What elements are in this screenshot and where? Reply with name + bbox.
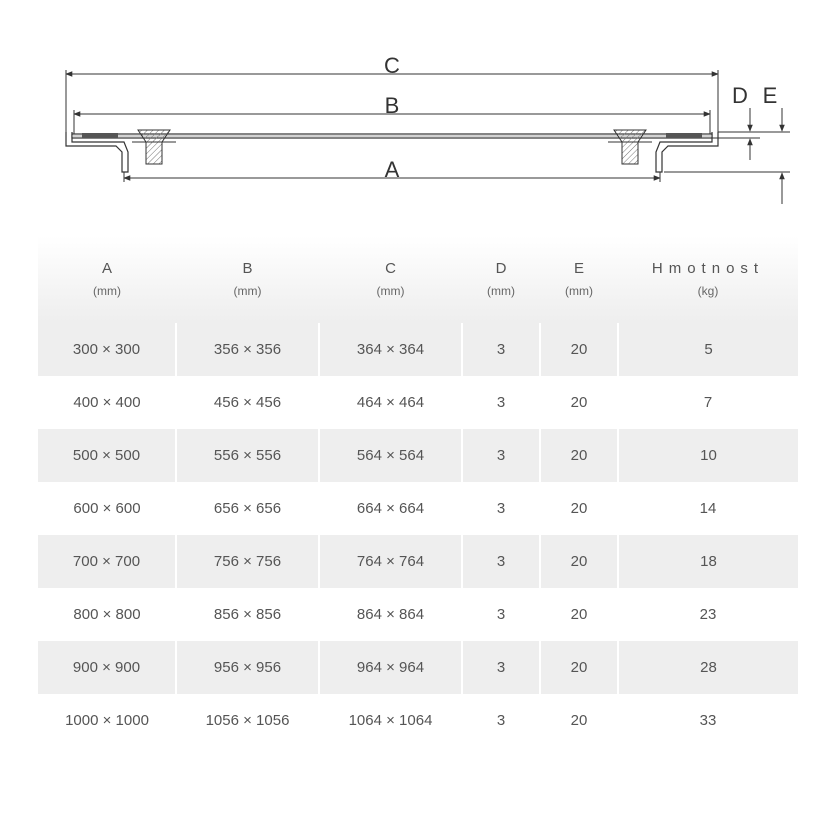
cell-weight: 5 [618, 323, 798, 376]
cell-c: 464 × 464 [356, 394, 425, 411]
header-b: B (mm) [176, 236, 319, 323]
cell-b: 556 × 556 [176, 429, 319, 482]
cell-weight: 7 [703, 394, 713, 411]
cell-a: 600 × 600 [73, 500, 141, 517]
cell-b: 456 × 456 [213, 394, 282, 411]
cell-weight: 33 [699, 712, 717, 729]
label-c: C [384, 53, 400, 78]
cell-c: 864 × 864 [356, 606, 425, 623]
cell-weight: 23 [699, 606, 717, 623]
cell-b: 956 × 956 [176, 641, 319, 694]
cell-e: 20 [570, 500, 588, 517]
dimension-a [124, 157, 660, 182]
cell-a: 400 × 400 [73, 394, 141, 411]
label-b: B [384, 93, 400, 118]
table-row [38, 641, 798, 694]
cell-c: 764 × 764 [319, 535, 462, 588]
cell-b: 1056 × 1056 [205, 712, 290, 729]
cell-c: 664 × 664 [356, 500, 425, 517]
table-row [38, 535, 798, 588]
header-d: D (mm) [462, 236, 540, 323]
cell-b: 756 × 756 [176, 535, 319, 588]
cell-c: 564 × 564 [319, 429, 462, 482]
cell-e: 20 [540, 323, 618, 376]
cell-b: 656 × 656 [213, 500, 282, 517]
cell-a: 900 × 900 [38, 641, 176, 694]
cell-d: 3 [462, 323, 540, 376]
cell-a: 500 × 500 [38, 429, 176, 482]
label-a: A [384, 157, 400, 182]
dimension-d [712, 83, 760, 160]
cell-e: 20 [570, 712, 588, 729]
cell-e: 20 [570, 394, 588, 411]
header-a: A (mm) [38, 236, 176, 323]
table-row [38, 376, 798, 429]
cell-e: 20 [540, 641, 618, 694]
table-row [38, 429, 798, 482]
cross-section-drawing [0, 0, 826, 230]
cell-weight: 10 [618, 429, 798, 482]
cell-d: 3 [496, 500, 506, 517]
cell-b: 356 × 356 [176, 323, 319, 376]
cell-d: 3 [496, 394, 506, 411]
cell-d: 3 [496, 712, 506, 729]
cell-e: 20 [540, 429, 618, 482]
cell-a: 300 × 300 [38, 323, 176, 376]
dimension-e [664, 83, 790, 204]
label-e: E [762, 83, 778, 108]
table-row [38, 482, 798, 535]
cell-e: 20 [540, 535, 618, 588]
cell-c: 964 × 964 [319, 641, 462, 694]
cell-a: 800 × 800 [73, 606, 141, 623]
dimensions-table [38, 236, 798, 747]
cell-weight: 14 [699, 500, 717, 517]
header-e: E (mm) [540, 236, 618, 323]
cell-d: 3 [462, 535, 540, 588]
cell-d: 3 [462, 429, 540, 482]
header-c: C (mm) [319, 236, 462, 323]
table-header-row [38, 236, 798, 323]
cell-d: 3 [462, 641, 540, 694]
cell-weight: 28 [618, 641, 798, 694]
table-row [38, 323, 798, 376]
cell-c: 364 × 364 [319, 323, 462, 376]
table-row [38, 694, 798, 747]
cell-c: 1064 × 1064 [348, 712, 433, 729]
cell-d: 3 [496, 606, 506, 623]
cell-b: 856 × 856 [213, 606, 282, 623]
header-weight: Hmotnost (kg) [618, 236, 798, 323]
table-row [38, 588, 798, 641]
cell-a: 700 × 700 [38, 535, 176, 588]
dimension-b [74, 93, 710, 135]
cell-a: 1000 × 1000 [65, 712, 149, 729]
cell-weight: 18 [618, 535, 798, 588]
label-d: D [732, 83, 748, 108]
cell-e: 20 [570, 606, 588, 623]
